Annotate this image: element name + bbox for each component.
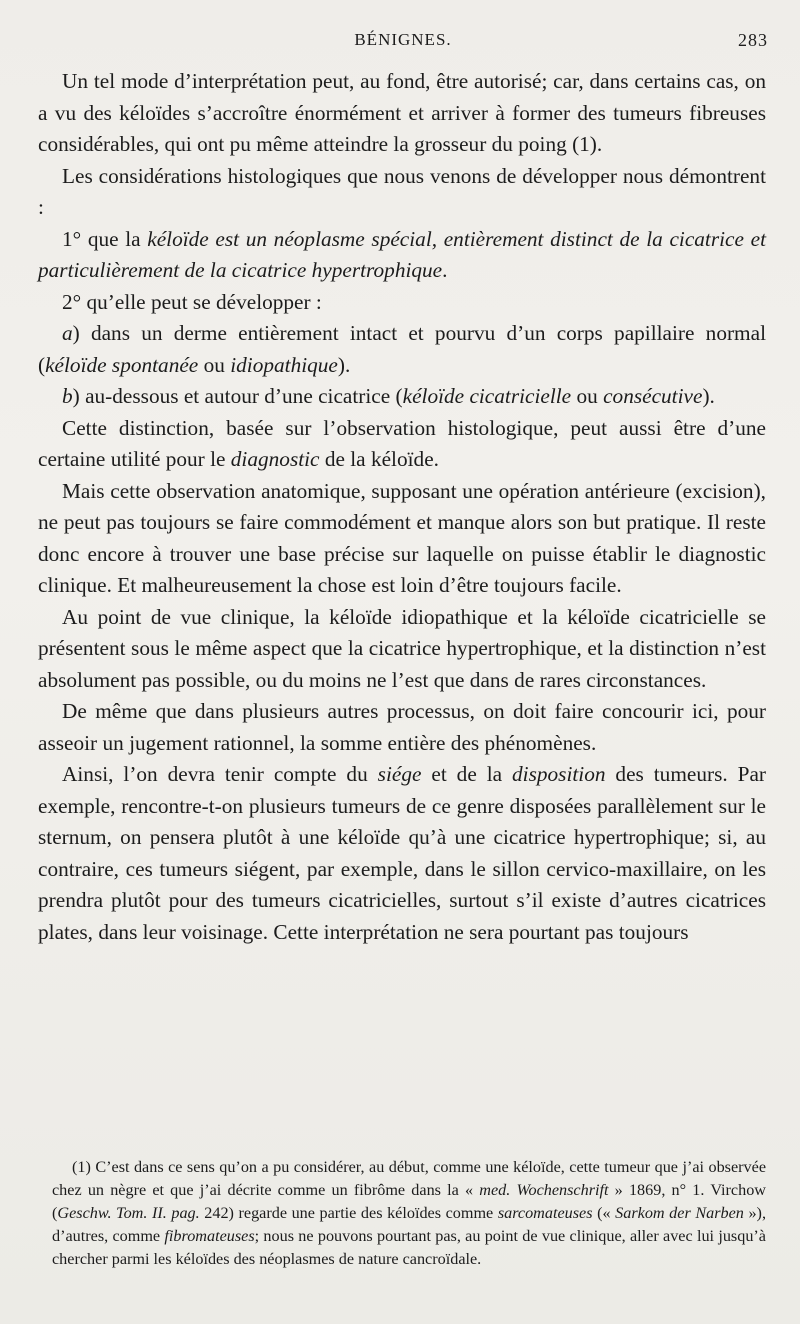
- italic-text: sarcomateuses: [497, 1204, 593, 1222]
- italic-text: med. Wochenschrift: [479, 1181, 609, 1199]
- text-run: Mais cette observation anatomique, supposant une opération antérieure (excision), ne peut pas toujours se faire commodément et manque alors son but pratique. Il reste donc encore à trouver une base précise sur laquelle on puisse établir le diagnostic clinique. Et malheureusement la chose est loin d’être toujours facile.: [38, 478, 766, 597]
- text-run: »), d’autres, comme: [52, 1204, 766, 1245]
- text-run: ).: [702, 384, 715, 408]
- paragraph: [38, 413, 766, 476]
- running-head: BÉNIGNES.: [354, 30, 452, 49]
- italic-text: b: [62, 384, 73, 408]
- page-header: [38, 30, 768, 56]
- paragraph: [38, 602, 766, 697]
- italic-text: kéloïde spontanée: [45, 352, 199, 377]
- paragraph: [38, 287, 766, 319]
- paragraph: [38, 381, 766, 413]
- text-run: Cette distinction, basée sur l’observation histologique, peut aussi être d’une certaine utilité pour le: [38, 415, 766, 471]
- text-run: («: [592, 1204, 616, 1222]
- paragraph: [38, 476, 766, 602]
- paragraph: [38, 224, 766, 287]
- page-number: 283: [738, 30, 768, 50]
- text-run: 1° que la: [62, 226, 148, 251]
- text-run: et de la: [421, 762, 512, 786]
- text-run: ).: [337, 352, 351, 377]
- text-run: » 1869, n° 1. Virchow (: [52, 1181, 766, 1222]
- body-text: [38, 66, 766, 948]
- italic-text: siége: [377, 762, 422, 786]
- italic-text: Sarkom der Narben: [615, 1204, 744, 1222]
- italic-text: fibromateuses: [164, 1227, 255, 1245]
- text-run: ) au-dessous et autour d’une cicatrice (: [72, 384, 403, 408]
- text-run: des tumeurs. Par exemple, rencontre-t-on plusieurs tumeurs de ce genre disposées parallèlement sur le sternum, on pensera plutôt à une kéloïde qu’à une cicatrice hypertrophique; si, au contraire, ces tumeurs siégent, par exemple, dans le sillon cervico-maxillaire, on les prendra plutôt pour des tumeurs cicatricielles, surtout s’il existe d’autres cicatrices plates, dans leur voisinage. Cette interprétation ne sera pourtant pas toujours: [38, 762, 767, 944]
- text-run: ; nous ne pouvons pourtant pas, au point de vue clinique, aller avec lui jusqu’à chercher parmi les kéloïdes des néoplasmes de nature cancroïdale.: [52, 1227, 766, 1268]
- text-run: Au point de vue clinique, la kéloïde idiopathique et la kéloïde cicatricielle se présentent sous le même aspect que la cicatrice hypertrophique, et la distinction n’est absolument pas possible, ou du moins ne l’est que dans de rares circonstances.: [38, 604, 766, 692]
- italic-text: Geschw. Tom. II. pag.: [57, 1204, 200, 1222]
- text-run: (1) C’est dans ce sens qu’on a pu considérer, au début, comme une kéloïde, cette tumeur que j’ai observée chez un nègre et que j’ai décrite comme un fibrôme dans la «: [52, 1158, 766, 1199]
- text-run: ) dans un derme entièrement intact et pourvu d’un corps papillaire normal (: [38, 321, 766, 377]
- text-run: 2° qu’elle peut se développer :: [62, 289, 322, 314]
- text-run: Ainsi, l’on devra tenir compte du: [62, 762, 378, 786]
- paragraph: [38, 759, 766, 948]
- paragraph: [38, 318, 766, 381]
- text-run: Un tel mode d’interprétation peut, au fond, être autorisé; car, dans certains cas, on a vu des kéloïdes s’accroître énormément et arriver à former des tumeurs fibreuses considérables, qui ont pu même atteindre la grosseur du poing (1).: [38, 69, 766, 156]
- italic-text: kéloïde cicatricielle: [402, 384, 572, 408]
- text-run: Les considérations histologiques que nous venons de développer nous démontrent :: [38, 163, 766, 219]
- italic-text: idiopathique: [230, 352, 338, 377]
- text-run: De même que dans plusieurs autres processus, on doit faire concourir ici, pour asseoir un jugement rationnel, la somme entière des phénomènes.: [38, 699, 766, 755]
- text-run: de la kéloïde.: [319, 447, 439, 471]
- italic-text: diagnostic: [230, 447, 320, 471]
- footnote: [52, 1156, 766, 1271]
- italic-text: kéloïde est un néoplasme spécial, entièrement distinct de la cicatrice et particulièrement de la cicatrice hypertrophique: [38, 226, 766, 282]
- text-run: ou: [198, 352, 231, 377]
- italic-text: disposition: [512, 762, 606, 786]
- italic-text: a: [62, 321, 73, 345]
- paragraph: [38, 696, 766, 759]
- text-run: .: [442, 258, 448, 282]
- paragraph: [38, 161, 766, 224]
- paragraph: [38, 66, 766, 161]
- footnotes: [52, 1156, 766, 1271]
- text-run: ou: [571, 384, 604, 408]
- italic-text: consécutive: [603, 384, 703, 408]
- text-run: 242) regarde une partie des kéloïdes comme: [199, 1204, 498, 1222]
